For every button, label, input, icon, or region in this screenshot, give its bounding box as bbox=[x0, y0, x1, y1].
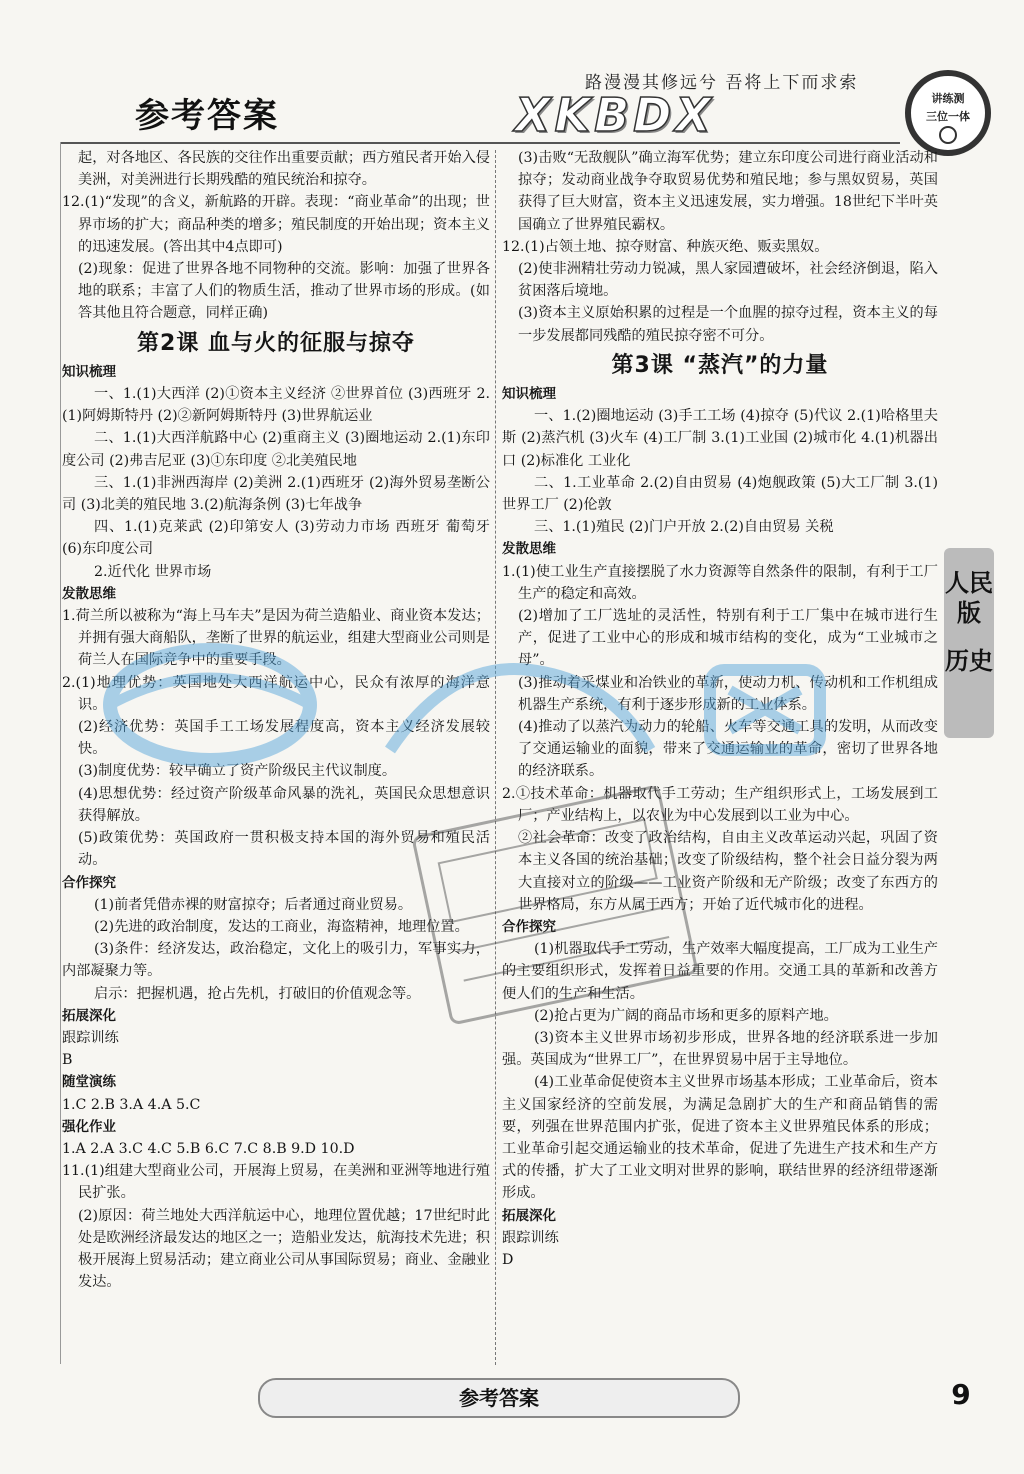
answer-paragraph: (4)工业革命促使资本主义世界市场基本形成；工业革命后，资本主义国家经济的空前发展，为满足急剧扩大的生产和商品销售的需要，列强在世界范围内扩张，促进了资本主义世界殖民体系的形成；工业革命引起交通运输业的技术革命，促进了先进生产技术和生产方式的传播，扩大了工业文明对世界的影响，联结世界的经济纽带逐渐形成。 bbox=[502, 1074, 938, 1202]
answer-paragraph: (2)经济优势：英国手工工场发展程度高，资本主义经济发展较快。 bbox=[78, 719, 490, 758]
answer-paragraph: 启示：把握机遇，抢占先机，打破旧的价值观念等。 bbox=[94, 985, 421, 1002]
section-heading: 随堂演练 bbox=[62, 1074, 116, 1091]
badge-line2: 三位一体 bbox=[926, 110, 970, 123]
answer-paragraph: (2)原因：荷兰地处大西洋航运中心，地理位置优越；17世纪时此处是欧洲经济最发达的地区之一；造船业发达，航海技术先进；积极开展海上贸易活动；建立商业公司从事国际贸易；商业、金融业发达。 bbox=[78, 1207, 490, 1291]
answer-paragraph: (2)先进的政治制度，发达的工商业，海盗精神，地理位置。 bbox=[94, 918, 469, 935]
header-slogan: 路漫漫其修远兮 吾将上下而求索 bbox=[585, 73, 859, 93]
answer-paragraph: 2.①技术革命：机器取代手工劳动；生产组织形式上，工场发展到工厂；产业结构上，以农业为中心发展到以工业为中心。 bbox=[502, 785, 938, 824]
section-heading: 拓展深化 bbox=[502, 1207, 556, 1224]
section-heading: 合作探究 bbox=[502, 918, 556, 935]
answer-paragraph: D bbox=[502, 1251, 514, 1268]
lesson-heading: 第3课 “蒸汽”的力量 bbox=[611, 352, 829, 378]
answer-paragraph: (2)使非洲精壮劳动力锐减，黑人家园遭破坏，社会经济倒退，陷入贫困落后境地。 bbox=[518, 261, 938, 300]
answer-paragraph: 三、1.(1)非洲西海岸 (2)美洲 2.(1)西班牙 (2)海外贸易垄断公司 (3)北美的殖民地 3.(2)航海条例 (3)七年战争 bbox=[62, 474, 490, 514]
badge-emblem-icon bbox=[939, 126, 957, 144]
brand-logo: XKBDX bbox=[515, 88, 715, 142]
answer-paragraph: (3)推动着采煤业和冶铁业的革新，使动力机、传动机和工作机组成机器生产系统，有利于逐步形成新的工业体系。 bbox=[518, 674, 938, 713]
answer-paragraph: 一、1.(1)大西洋 (2)①资本主义经济 ②世界首位 (3)西班牙 2.(1)阿姆斯特丹 (2)②新阿姆斯特丹 (3)世界航运业 bbox=[62, 386, 490, 425]
answer-paragraph: 跟踪训练 bbox=[502, 1229, 559, 1246]
answer-paragraph: 二、1.(1)大西洋航路中心 (2)重商主义 (3)圈地运动 2.(1)东印度公司 (2)弗吉尼亚 (3)①东印度 ②北美殖民地 bbox=[62, 430, 490, 469]
page-number: 9 bbox=[951, 1378, 971, 1411]
answer-paragraph: 12.(1)占领土地、掠夺财富、种族灭绝、贩卖黑奴。 bbox=[502, 238, 829, 255]
lesson-heading: 第2课 血与火的征服与掠夺 bbox=[137, 330, 415, 356]
answer-paragraph: (2)现象：促进了世界各地不同物种的交流。影响：加强了世界各地的联系；丰富了人们的物质生活，推动了世界市场的形成。(如答其他且符合题意，同样正确) bbox=[78, 261, 490, 322]
answer-paragraph: (3)制度优势：较早确立了资产阶级民主代议制度。 bbox=[78, 763, 397, 780]
watermark-blue-logo bbox=[90, 630, 970, 780]
footer-label: 参考答案 bbox=[258, 1378, 740, 1418]
section-heading: 发散思维 bbox=[62, 585, 116, 602]
section-heading: 强化作业 bbox=[62, 1118, 116, 1135]
badge-line1: 讲练测 bbox=[931, 92, 965, 105]
answer-paragraph: 2.(1)地理优势：英国地处大西洋航运中心，民众有浓厚的海洋意识。 bbox=[62, 674, 490, 713]
subject-label: 历史 bbox=[945, 647, 993, 675]
answer-paragraph: B bbox=[62, 1052, 73, 1069]
answer-paragraph: 三、1.(1)殖民 (2)门户开放 2.(2)自由贸易 关税 bbox=[534, 519, 834, 536]
answer-paragraph: 1.(1)使工业生产直接摆脱了水力资源等自然条件的限制，有利于工厂生产的稳定和高效。 bbox=[502, 563, 938, 602]
answer-paragraph: 一、1.(2)圈地运动 (3)手工工场 (4)掠夺 (5)代议 2.(1)哈格里夫斯 (2)蒸汽机 (3)火车 (4)工厂制 3.(1)工业国 (2)城市化 4.(1)机器出口 (2)标准化 工业化 bbox=[502, 408, 938, 469]
answer-paragraph: (1)前者凭借赤裸的财富掠夺；后者通过商业贸易。 bbox=[94, 896, 413, 913]
answer-paragraph: (3)资本主义原始积累的过程是一个血腥的掠夺过程，资本主义的每一步发展都同残酷的殖民掠夺密不可分。 bbox=[518, 305, 938, 344]
answer-paragraph: (1)机器取代手工劳动，生产效率大幅度提高，工厂成为工业生产的主要组织形式，发挥着日益重要的作用。交通工具的革新和改善方便人们的生产和生活。 bbox=[502, 941, 938, 1002]
answer-paragraph: 跟踪训练 bbox=[62, 1029, 119, 1046]
answer-paragraph: 1.A 2.A 3.C 4.C 5.B 6.C 7.C 8.B 9.D 10.D bbox=[62, 1140, 355, 1157]
answer-paragraph: 1.荷兰所以被称为“海上马车夫”是因为荷兰造船业、商业资本发达；并拥有强大商船队，垄断了世界的航运业，组建大型商业公司则是荷兰人在国际竞争中的重要手段。 bbox=[62, 608, 490, 669]
answer-paragraph: (4)推动了以蒸汽为动力的轮船、火车等交通工具的发明，从而改变了交通运输业的面貌，带来了交通运输业的革命，密切了世界各地的经济联系。 bbox=[518, 719, 938, 780]
section-heading: 合作探究 bbox=[62, 874, 116, 891]
answer-paragraph: (2)抢占更为广阔的商品市场和更多的原料产地。 bbox=[534, 1007, 838, 1024]
answer-paragraph: 11.(1)组建大型商业公司，开展海上贸易，在美洲和亚洲等地进行殖民扩张。 bbox=[62, 1163, 490, 1202]
answer-paragraph: 2.近代化 世界市场 bbox=[94, 563, 212, 580]
answer-paragraph: 四、1.(1)克莱武 (2)印第安人 (3)劳动力市场 西班牙 葡萄牙 (6)东印度公司 bbox=[62, 519, 490, 558]
answer-paragraph: (4)思想优势：经过资产阶级革命风暴的洗礼，英国民众思想意识获得解放。 bbox=[78, 785, 490, 824]
answer-paragraph: ②社会革命：改变了政治结构，自由主义改革运动兴起，巩固了资本主义各国的统治基础；改变了阶级结构，整个社会日益分裂为两大直接对立的阶级——工业资产阶级和无产阶级；改变了东西方的世界格局，东方从属于西方；开始了近代城市化的进程。 bbox=[518, 830, 938, 913]
section-heading: 发散思维 bbox=[502, 541, 556, 558]
section-heading: 知识梳理 bbox=[502, 386, 556, 403]
answer-paragraph: 1.C 2.B 3.A 4.A 5.C bbox=[62, 1096, 201, 1113]
section-heading: 知识梳理 bbox=[62, 363, 116, 380]
answer-paragraph: (3)条件：经济发达，政治稳定，文化上的吸引力，军事实力，内部凝聚力等。 bbox=[62, 941, 490, 980]
answer-paragraph: (5)政策优势：英国政府一贯积极支持本国的海外贸易和殖民活动。 bbox=[78, 830, 490, 869]
section-heading: 拓展深化 bbox=[62, 1007, 116, 1024]
answer-paragraph: (2)增加了工厂选址的灵活性，特别有利于工厂集中在城市进行生产，促进了工业中心的形成和城市结构的变化，成为“工业城市之母”。 bbox=[518, 608, 938, 669]
answer-paragraph: 二、1.工业革命 2.(2)自由贸易 (4)炮舰政策 (5)大工厂制 3.(1)世界工厂 (2)伦敦 bbox=[502, 474, 938, 514]
answer-paragraph: 起，对各地区、各民族的交往作出重要贡献；西方殖民者开始入侵美洲，对美洲进行长期残酷的殖民统治和掠夺。 bbox=[78, 150, 490, 189]
header-title: 参考答案 bbox=[135, 96, 279, 136]
edition-label: 人民版 bbox=[945, 569, 993, 627]
answer-paragraph: 12.(1)“发现”的含义，新航路的开辟。表现：“商业革命”的出现；世界市场的扩大；商品种类的增多；殖民制度的开始出现；资本主义的迅速发展。(答出其中4点即可) bbox=[62, 194, 490, 255]
answer-paragraph: (3)资本主义世界市场初步形成，世界各地的经济联系进一步加强。英国成为“世界工厂”，在世界贸易中居于主导地位。 bbox=[502, 1029, 938, 1069]
answer-paragraph: (3)击败“无敌舰队”确立海军优势；建立东印度公司进行商业活动和掠夺；发动商业战争夺取贸易优势和殖民地；参与黑奴贸易，英国获得了巨大财富，资本主义迅速发展，实力增强。18世纪下半叶英国确立了世界殖民霸权。 bbox=[518, 150, 938, 233]
